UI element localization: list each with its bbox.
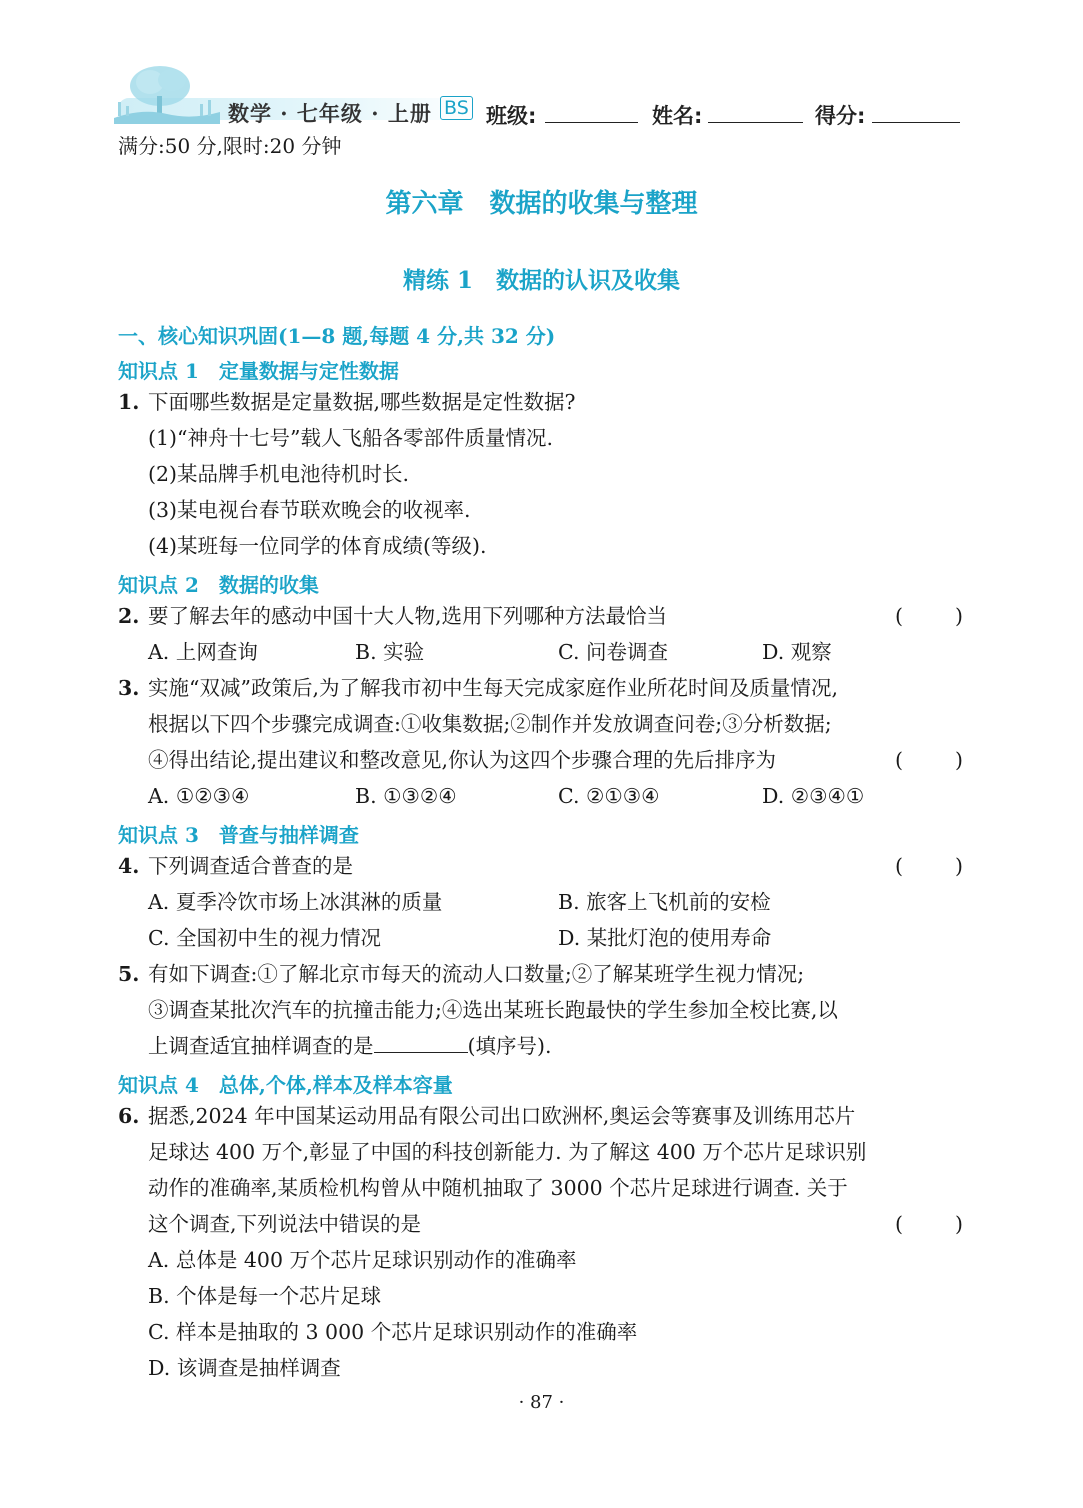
edition-badge: BS [440,96,473,120]
sub-item: (1)“神舟十七号”载人飞船各零部件质量情况. [148,426,554,450]
question-number: 2. [118,604,140,628]
question-number: 1. [118,390,140,414]
knowledge-point-2: 知识点 2 数据的收集 [118,573,319,597]
answer-paren-right[interactable]: ) [955,748,963,772]
answer-paren-left[interactable]: ( [895,1212,903,1236]
question-line: 据悉,2024 年中国某运动用品有限公司出口欧洲杯,奥运会等赛事及训练用芯片 [148,1104,856,1128]
question-line: 这个调查,下列说法中错误的是 [148,1212,422,1236]
option-d: D. 该调查是抽样调查 [148,1356,341,1380]
question-number: 3. [118,676,140,700]
option-a: A. 总体是 400 万个芯片足球识别动作的准确率 [148,1248,577,1272]
knowledge-point-3: 知识点 3 普查与抽样调查 [118,823,359,847]
page-number: · 87 · [518,1392,565,1413]
score-label: 得分: [815,104,866,128]
question-line: ③调查某批次汽车的抗撞击能力;④选出某班长跑最快的学生参加全校比赛,以 [148,998,838,1022]
option-d: D. ②③④① [762,784,865,808]
answer-blank[interactable] [374,1032,468,1053]
option-b: B. 个体是每一个芯片足球 [148,1284,382,1308]
option-b: B. 实验 [355,640,425,664]
knowledge-point-4: 知识点 4 总体,个体,样本及样本容量 [118,1073,453,1097]
class-label: 班级: [486,104,537,128]
option-c: C. 样本是抽取的 3 000 个芯片足球识别动作的准确率 [148,1320,638,1344]
question-number: 5. [118,962,140,986]
sub-item: (2)某品牌手机电池待机时长. [148,462,410,486]
question-line: 足球达 400 万个,彰显了中国的科技创新能力. 为了解这 400 万个芯片足球识别 [148,1140,867,1164]
class-field[interactable] [545,122,638,123]
answer-paren-right[interactable]: ) [955,604,963,628]
answer-paren-left[interactable]: ( [895,604,903,628]
option-b: B. ①③②④ [355,784,457,808]
question-text: 要了解去年的感动中国十大人物,选用下列哪种方法最恰当 [148,604,668,628]
question-number: 4. [118,854,140,878]
option-d: D. 某批灯泡的使用寿命 [558,926,772,950]
option-c: C. 全国初中生的视力情况 [148,926,381,950]
question-line: ④得出结论,提出建议和整改意见,你认为这四个步骤合理的先后排序为 [148,748,777,772]
chapter-title: 第六章 数据的收集与整理 [385,189,698,219]
question-text: 下面哪些数据是定量数据,哪些数据是定性数据? [148,390,576,414]
name-label: 姓名: [652,104,703,128]
question-line: 实施“双减”政策后,为了解我市初中生每天完成家庭作业所花时间及质量情况, [148,676,838,700]
question-text: (填序号). [467,1034,552,1058]
answer-paren-left[interactable]: ( [895,748,903,772]
lesson-title: 精练 1 数据的认识及收集 [402,267,680,294]
question-text: 下列调查适合普查的是 [148,854,353,878]
subject-title: 数学 · 七年级 · 上册 [228,101,432,126]
question-line: 根据以下四个步骤完成调查:①收集数据;②制作并发放调查问卷;③分析数据; [148,712,832,736]
answer-paren-left[interactable]: ( [895,854,903,878]
option-a: A. 上网查询 [148,640,258,664]
tree-logo-icon [112,62,222,124]
question-line [148,1028,552,1064]
option-a: A. ①②③④ [148,784,250,808]
question-line: 动作的准确率,某质检机构曾从中随机抽取了 3000 个芯片足球进行调查. 关于 [148,1176,848,1200]
score-field[interactable] [872,122,960,123]
option-c: C. ②①③④ [558,784,660,808]
option-a: A. 夏季冷饮市场上冰淇淋的质量 [148,890,443,914]
option-b: B. 旅客上飞机前的安检 [558,890,771,914]
question-line: 有如下调查:①了解北京市每天的流动人口数量;②了解某班学生视力情况; [148,962,805,986]
section-heading: 一、核心知识巩固(1—8 题,每题 4 分,共 32 分) [118,324,556,348]
sub-item: (4)某班每一位同学的体育成绩(等级). [148,534,487,558]
knowledge-point-1: 知识点 1 定量数据与定性数据 [118,359,399,383]
option-c: C. 问卷调查 [558,640,668,664]
name-field[interactable] [708,122,803,123]
answer-paren-right[interactable]: ) [955,1212,963,1236]
question-number: 6. [118,1104,140,1128]
answer-paren-right[interactable]: ) [955,854,963,878]
option-d: D. 观察 [762,640,832,664]
sub-item: (3)某电视台春节联欢晚会的收视率. [148,498,471,522]
question-text: 上调查适宜抽样调查的是 [148,1034,374,1058]
exam-meta: 满分:50 分,限时:20 分钟 [118,134,342,158]
